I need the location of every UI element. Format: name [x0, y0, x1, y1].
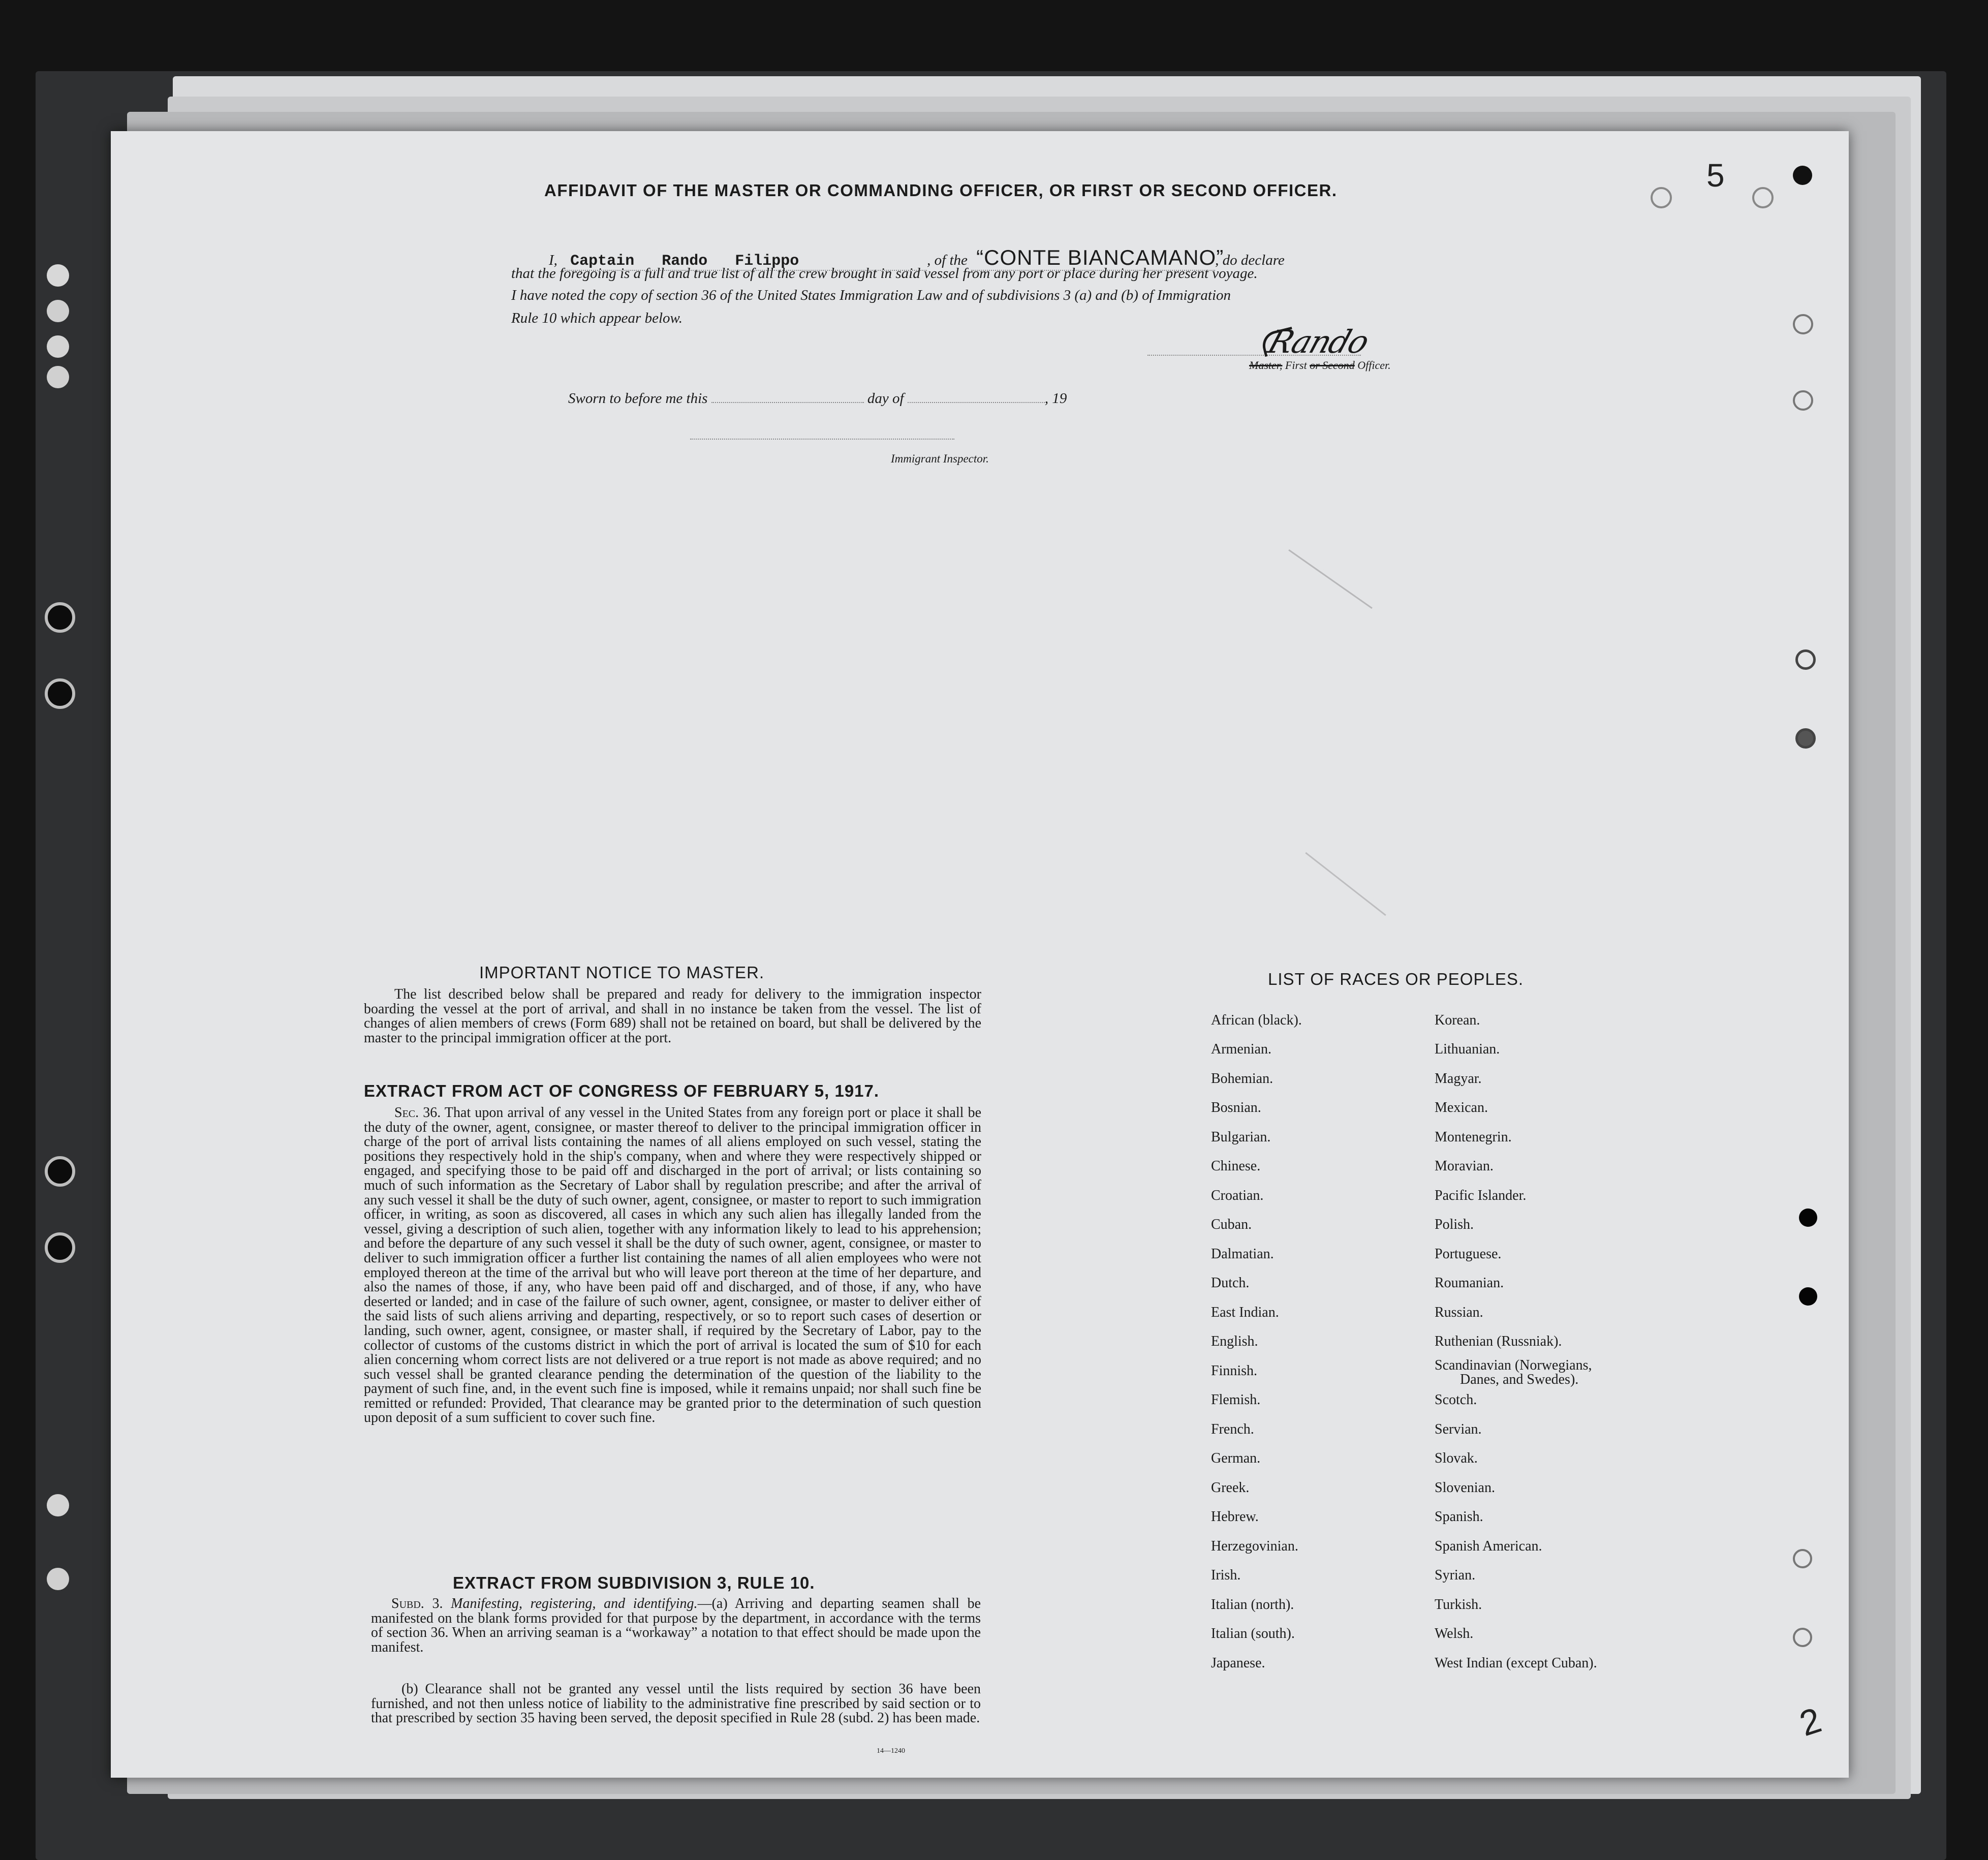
race-col1-item: Dutch.: [1211, 1275, 1250, 1291]
race-col2-item: Spanish.: [1435, 1509, 1483, 1525]
race-col2-item: Polish.: [1435, 1217, 1474, 1232]
race-col1-item: African (black).: [1211, 1012, 1302, 1028]
act-section-label: Sec. 36.: [394, 1105, 441, 1121]
race-col1-item: Cuban.: [1211, 1217, 1252, 1232]
punch-hole: [1793, 314, 1813, 334]
binding-hole: [47, 300, 69, 322]
declarant-name: Captain Rando Filippo: [570, 253, 799, 270]
officer-signature: Rando: [1263, 323, 1373, 360]
binding-hole: [47, 1568, 69, 1590]
race-col2-item: Scotch.: [1435, 1392, 1477, 1408]
race-col1-item: German.: [1211, 1450, 1261, 1466]
race-col2-item: Ruthenian (Russniak).: [1435, 1334, 1562, 1349]
punch-hole: [1793, 166, 1812, 185]
affidavit-line-4: Rule 10 which appear below.: [511, 310, 682, 326]
race-col2-item: Servian.: [1435, 1421, 1482, 1437]
of-the-label: , of the: [927, 252, 968, 268]
rule-extract-title: EXTRACT FROM SUBDIVISION 3, RULE 10.: [453, 1573, 815, 1592]
race-col2-item: Syrian.: [1435, 1567, 1476, 1583]
sworn-line: [568, 390, 1067, 407]
day-of-label: day of: [867, 390, 904, 407]
role-master-struck: Master,: [1249, 359, 1283, 371]
punch-hole: [1799, 1208, 1817, 1227]
affidavit-line-3: I have noted the copy of section 36 of the United States Immigration Law and of subdivisions 3 (a) and (b) of Immigration: [511, 287, 1231, 303]
year-prefix: , 19: [1044, 390, 1067, 407]
affidavit-line-2: that the foregoing is a full and true list of all the crew brought in said vessel from any port or place during her present voyage.: [511, 265, 1258, 282]
race-col2-item: Portuguese.: [1435, 1246, 1502, 1262]
race-col2-item: Magyar.: [1435, 1071, 1482, 1087]
affidavit-i: I,: [549, 252, 557, 268]
punch-hole: [1793, 1628, 1812, 1647]
punch-hole: [1795, 649, 1816, 670]
act-section-text: That upon arrival of any vessel in the United States from any foreign port or place it shall be the duty of the owner, agent, consignee, or master thereof to deliver to the principal immigration officer in charge of the port of arrival lists containing the names of all aliens employed on such vessel, stating the positions they respectively hold in the ship's company, when and where they were respectively shipped or engaged, and specifying those to be paid off and discharged in the port of arrival; or lists containing so much of such information as the Secretary of Labor shall by regulation prescribe; and after the arrival of any such vessel it shall be the duty of such owner, agent, consignee, or master to report to such immigration officer, in writing, as soon as discovered, all cases in which any such alien has illegally landed from the vessel, giving a description of such alien, together with any information likely to lead to his apprehension; and before the departure of any such vessel it shall be the duty of such owner, agent, consignee, or master to deliver to such immigration officer a further list containing the names of all alien employees who were not employed thereon at the time of the arrival but who will leave port thereon at the time of her departure, and also the names of those, if any, who have been paid off and discharged, and of those, if any, who have deserted or landed; and in case of the failure of such owner, agent, consignee, or master to deliver either of the said lists of such aliens arriving and departing, respectively, or so to report such cases of desertion or landing, such owner, agent, consignee, or master shall, if required by the Secretary of Labor, pay to the collector of customs of the customs district in which the port of arrival is located the sum of $10 for each alien concerning whom correct lists are not delivered or a true report is not made as above required; and no such vessel shall be granted clearance pending the determination of the question of the liability to the payment of such fine, and, in the event such fine is imposed, while it remains unpaid; nor shall such fine be remitted or refunded: Provided, That clearance may be granted prior to the determination of such question upon deposit of a sum sufficient to cover such fine.: [364, 1105, 981, 1426]
race-col2-item: Slovak.: [1435, 1450, 1478, 1466]
binding-hole: [45, 678, 75, 709]
role-officer: Officer.: [1354, 359, 1391, 371]
race-col2-item: Lithuanian.: [1435, 1041, 1500, 1057]
inspector-signature-line: [690, 439, 954, 440]
race-col1-item: Chinese.: [1211, 1158, 1261, 1174]
binding-hole: [47, 1494, 69, 1516]
race-col1-item: French.: [1211, 1421, 1254, 1437]
punch-hole: [1795, 728, 1816, 749]
margin-number-top: 5: [1706, 157, 1725, 194]
act-extract-title: EXTRACT FROM ACT OF CONGRESS OF FEBRUARY 5, 1917.: [364, 1081, 880, 1100]
notice-body: The list described below shall be prepared and ready for delivery to the immigration inspector boarding the vessel at the port of arrival, and shall in no instance be taken from the vessel. The list of changes of alien members of crews (Form 689) shall not be retained on board, but shall be delivered by the master to the principal immigration officer at the port.: [364, 986, 981, 1046]
race-col1-item: Italian (north).: [1211, 1597, 1294, 1613]
race-col1-item: Japanese.: [1211, 1655, 1265, 1671]
race-col2-continuation: Danes, and Swedes).: [1460, 1372, 1579, 1387]
race-col1-item: English.: [1211, 1334, 1258, 1349]
act-extract-body: [364, 1106, 981, 1425]
race-col2-item: Moravian.: [1435, 1158, 1494, 1174]
race-col2-item: Pacific Islander.: [1435, 1188, 1527, 1203]
race-col1-item: Flemish.: [1211, 1392, 1261, 1408]
race-col2-item: Roumanian.: [1435, 1275, 1504, 1291]
role-first: First: [1282, 359, 1310, 371]
race-col2-item: Korean.: [1435, 1012, 1480, 1028]
race-col2-item: Mexican.: [1435, 1100, 1488, 1115]
race-col1-item: Hebrew.: [1211, 1509, 1259, 1525]
manifest-page: [111, 131, 1849, 1778]
race-col1-item: Herzegovinian.: [1211, 1538, 1298, 1554]
rule-subd-label: Subd. 3.: [391, 1596, 443, 1611]
race-col2-item: Scandinavian (Norwegians,: [1435, 1357, 1592, 1373]
race-col1-item: Armenian.: [1211, 1041, 1271, 1057]
officer-role: [1249, 359, 1391, 372]
punch-hole: [1793, 1549, 1812, 1568]
binding-hole: [47, 264, 69, 287]
ghost-stroke: [1288, 549, 1373, 609]
rule-subd-heading: Manifesting, registering, and identifying.: [451, 1596, 698, 1611]
notice-title: IMPORTANT NOTICE TO MASTER.: [479, 963, 765, 982]
punch-hole: [1799, 1287, 1817, 1306]
rule-para-a: [371, 1597, 981, 1655]
binding-hole: [47, 335, 69, 358]
do-declare-label: , do declare: [1215, 252, 1285, 268]
vessel-name: “CONTE BIANCAMANO”: [976, 245, 1224, 269]
race-col2-item: Welsh.: [1435, 1626, 1474, 1641]
rule-para-b: (b) Clearance shall not be granted any vessel until the lists required by section 36 have been furnished, and not then unless notice of liability to the administrative fine prescribed by said section or to that prescribed by section 35 having been served, the deposit specified in Rule 28 (subd. 2) has been made.: [371, 1681, 981, 1726]
race-col2-item: Russian.: [1435, 1305, 1483, 1320]
race-col2-item: Turkish.: [1435, 1597, 1482, 1613]
race-col1-item: Dalmatian.: [1211, 1246, 1274, 1262]
race-col1-item: Croatian.: [1211, 1188, 1264, 1203]
race-col2-item: West Indian (except Cuban).: [1435, 1655, 1597, 1671]
ghost-stroke: [1305, 852, 1386, 916]
binding-hole: [45, 1156, 75, 1187]
form-number: 14—1240: [877, 1747, 905, 1755]
race-col2-item: Slovenian.: [1435, 1480, 1495, 1496]
affidavit-title: AFFIDAVIT OF THE MASTER OR COMMANDING OFFICER, OR FIRST OR SECOND OFFICER.: [544, 181, 1338, 200]
punch-hole: [1752, 187, 1774, 208]
inspector-label: Immigrant Inspector.: [891, 452, 989, 465]
binding-hole: [45, 602, 75, 633]
race-col1-item: Bosnian.: [1211, 1100, 1261, 1115]
margin-number-bottom: 2: [1794, 1699, 1826, 1744]
race-col2-item: Spanish American.: [1435, 1538, 1542, 1554]
race-col2-item: Montenegrin.: [1435, 1129, 1512, 1145]
binding-hole: [45, 1232, 75, 1263]
punch-hole: [1651, 187, 1672, 208]
race-col1-item: Bulgarian.: [1211, 1129, 1271, 1145]
race-col1-item: Greek.: [1211, 1480, 1250, 1496]
role-second-struck: or Second: [1310, 359, 1355, 371]
race-col1-item: Italian (south).: [1211, 1626, 1295, 1641]
race-col1-item: Irish.: [1211, 1567, 1241, 1583]
races-title: LIST OF RACES OR PEOPLES.: [1268, 970, 1524, 988]
sworn-text: Sworn to before me this: [568, 390, 708, 407]
race-col1-item: Bohemian.: [1211, 1071, 1273, 1087]
race-col1-item: Finnish.: [1211, 1363, 1258, 1379]
rule-para-a-text: —(a) Arriving and departing seamen shall be manifested on the blank forms provided for that purpose by the department, in accordance with the terms of section 36. When an arriving seaman is a “workaway” a notation to that effect should be made upon the manifest.: [371, 1596, 981, 1655]
race-col1-item: East Indian.: [1211, 1305, 1279, 1320]
punch-hole: [1793, 390, 1813, 411]
binding-hole: [47, 366, 69, 388]
